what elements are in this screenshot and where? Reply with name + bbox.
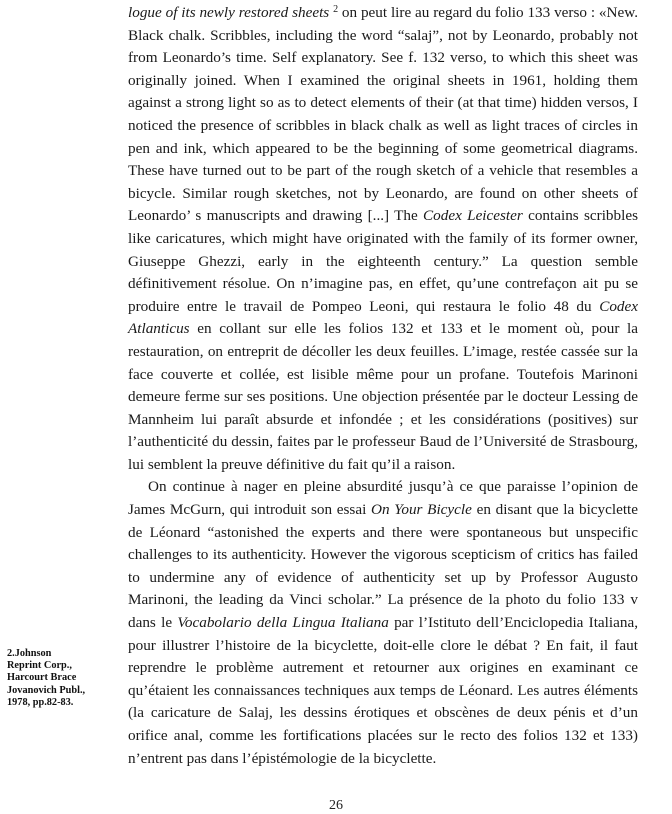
paragraph-1-text-b: contains scribbles like caricatures, which might have originated with the family of its former owner, Giuseppe Ghezzi, early in the eighteenth century.” La question semble définitivement résolue. On n’imagine pas, en effet, qu’une contrefaçon ait pu se produire entre le travail de Pompeo Leoni, qui restaura le folio 48 du bbox=[128, 207, 638, 315]
paragraph-1 bbox=[128, 2, 638, 476]
page-number: 26 bbox=[329, 798, 343, 813]
paragraph-2 bbox=[128, 476, 638, 770]
title-codex-atlanticus: Codex Atlanticus bbox=[128, 297, 638, 338]
paragraph-2-text-a: On continue à nager en pleine absurdité jusqu’à ce que paraisse l’opinion de James McGurn, qui introduit son essai bbox=[128, 478, 638, 519]
title-on-your-bicycle: On Your Bicycle bbox=[371, 501, 472, 519]
paragraph-1-text-c: en collant sur elle les folios 132 et 133 et le moment où, pour la restauration, on entreprit de décoller les deux feuilles. L’image, restée cassée sur la face couverte et collée, est lisible même pour un profane. Toutefois Marinoni demeure ferme sur ses positions. Une objection présentée par le docteur Lessing de Mannheim lui paraît absurde et infondée ; et les considérations (positives) sur l’authenticité du dessin, faites par le professeur Baud de l’Université de Strasbourg, lui semblent la preuve définitive du fait qu’il a raison. bbox=[128, 320, 638, 473]
footnote-ref-2: 2 bbox=[333, 4, 339, 15]
paragraph-2-text-c: par l’Istituto dell’Enciclopedia Italiana, pour illustrer l’histoire de la bicyclette, doit-elle clore le débat ? En fait, il faut reprendre le problème autrement et retourner aux origines en examinant ce qu’étaient les connaissances techniques aux temps de Léonard. Les autres éléments (la caricature de Salaj, les dessins érotiques et obscènes de deux pénis et d’un orifice anal, comme les fortifications placées sur le recto des folios 132 et 133) n’entrent pas dans l’épistémologie de la bicyclette. bbox=[128, 614, 638, 767]
title-codex-leicester: Codex Leicester bbox=[423, 207, 523, 225]
footnote-2: 2.Johnson Reprint Corp., Harcourt Brace Jovanovich Publ., 1978, pp.82-83. bbox=[7, 648, 86, 708]
paragraph-1-text-a: on peut lire au regard du folio 133 verso : «New. Black chalk. Scribbles, including the word “salaj”, not by Leonardo, probably not from Leonardo’s time. Self explanatory. See f. 132 verso, to which this sheet was originally joined. When I examined the original sheets in 1961, holding them against a strong light so as to detect elements of their (at that time) hidden versos, I noticed the presence of scribbles in black chalk as well as light traces of circles in pen and ink, which appeared to be the beginning of some geometrical diagrams. These have turned out to be part of the rough sketch of a vehicle that resembles a bicycle. Similar rough sketches, not by Leonardo, are found on other sheets of Leonardo’ s manuscripts and drawing [...] The bbox=[128, 4, 638, 225]
main-text-column bbox=[128, 2, 638, 770]
paragraph-2-text-b: en disant que la bicyclette de Léonard “astonished the experts and there were spontaneous but unspecific challenges to its authenticity. However the vigorous scepticism of critics has failed to undermine any of evidence of authenticity set up by Professor Augusto Marinoni, the leading da Vinci scholar.” La présence de la photo du folio 133 v dans le bbox=[128, 501, 638, 632]
title-vocabolario: Vocabolario della Lingua Italiana bbox=[177, 614, 389, 632]
book-title-restored-sheets: logue of its newly restored sheets bbox=[128, 4, 330, 21]
